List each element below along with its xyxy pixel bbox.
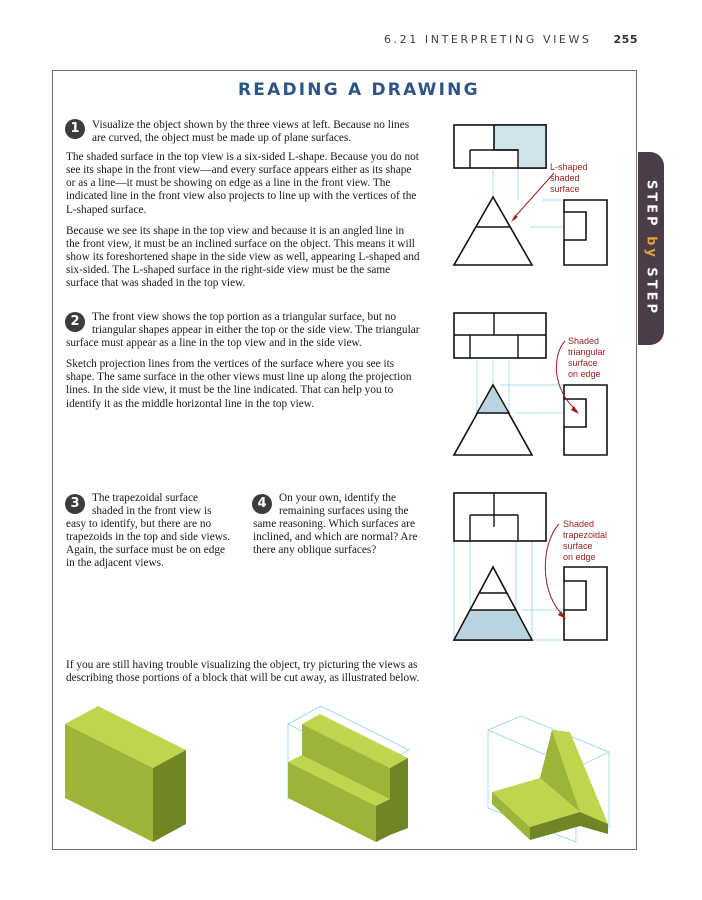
step-1-text bbox=[66, 119, 420, 290]
step-2-para-1: The front view shows the top portion as a triangular surface, but no triangular shapes appear in either the top or the side view. The triangular surface must appear as a line in the top view and in the side view. bbox=[66, 311, 420, 350]
step-1-para-1: Visualize the object shown by the three views at left. Because no lines are curved, the object must be made up of plane surfaces. bbox=[92, 119, 410, 145]
step-by-step-label: STEP by STEP bbox=[643, 179, 659, 317]
callout-3-line-1: Shaded bbox=[563, 519, 595, 529]
step-1-para-3: Because we see its shape in the top view and because it is an angled line in the front view, it must be an inclined surface on the object. This means it will show its foreshortened shape in the side view as well, appearing L-shaped and six-sided. The L-shaped surface in the right-side view must be the same surface that was shaded in the top view. bbox=[66, 224, 420, 290]
callout-3-line-2: trapezoidal bbox=[563, 530, 608, 540]
step-3-badge: 3 bbox=[65, 494, 85, 514]
step-1-badge: 1 bbox=[65, 119, 85, 139]
figure-2-views bbox=[440, 305, 620, 465]
partially-cut-block bbox=[280, 700, 430, 850]
top-view bbox=[454, 493, 546, 541]
page-title: READING A DRAWING bbox=[238, 80, 480, 100]
callout-2-line-4: on edge bbox=[568, 369, 601, 379]
figure-1-views bbox=[440, 115, 620, 275]
side-view bbox=[564, 567, 607, 640]
callout-1-line-1: L-shaped bbox=[550, 162, 588, 172]
step-2-badge: 2 bbox=[65, 312, 85, 332]
front-view bbox=[454, 197, 532, 265]
triangular-shaded-surface bbox=[477, 385, 509, 413]
callout-1-line-2: shaded bbox=[550, 173, 580, 183]
trapezoidal-shaded-surface bbox=[454, 610, 532, 640]
page-number: 255 bbox=[613, 33, 638, 46]
step-2-para-2: Sketch projection lines from the vertices of the surface where you see its shape. The same surface in the other views must line up along the projection lines. In the side view, it must be the line indicated. That can help you to identify it as the middle horizontal line in the top view. bbox=[66, 358, 412, 410]
step-4-text: On your own, identify the remaining surfaces using the same reasoning. Which surfaces are inclined, and which are normal? Are there any oblique surfaces? bbox=[253, 492, 418, 557]
fully-cut-block bbox=[480, 712, 630, 852]
callout-1-line-3: surface bbox=[550, 184, 580, 194]
side-view bbox=[564, 200, 607, 265]
callout-2-line-1: Shaded bbox=[568, 336, 600, 346]
figure-3-views bbox=[440, 485, 620, 650]
section-title: 6.21 INTERPRETING VIEWS bbox=[383, 33, 592, 46]
step-3-text: The trapezoidal surface shaded in the front view is easy to identify, but there are no trapezoids in the top and side views. Again, the surface must be on edge in the adjacent views. bbox=[66, 492, 231, 570]
closing-paragraph: If you are still having trouble visualizing the object, try picturing the views as describing those portions of a block that will be cut away, as illustrated below. bbox=[66, 659, 420, 685]
full-block-illustration bbox=[60, 700, 210, 850]
side-view bbox=[564, 385, 607, 455]
step-4-badge: 4 bbox=[252, 494, 272, 514]
callout-2-line-2: triangular bbox=[568, 347, 606, 357]
step-1-para-2: The shaded surface in the top view is a six-sided L-shape. Because you do not see its shape in the front view—and every surface appears either as its shape or as a line—it must be showing on edge as a line in the front view. The indicated line in the front view also projects to line up with the vertices of the L-shaped surface. bbox=[66, 151, 419, 216]
running-header bbox=[384, 33, 638, 46]
callout-3-line-3: surface bbox=[563, 541, 593, 551]
callout-1 bbox=[511, 162, 588, 222]
callout-2-line-3: surface bbox=[568, 358, 598, 368]
step-2-text bbox=[66, 311, 420, 411]
callout-3-line-4: on edge bbox=[563, 552, 596, 562]
